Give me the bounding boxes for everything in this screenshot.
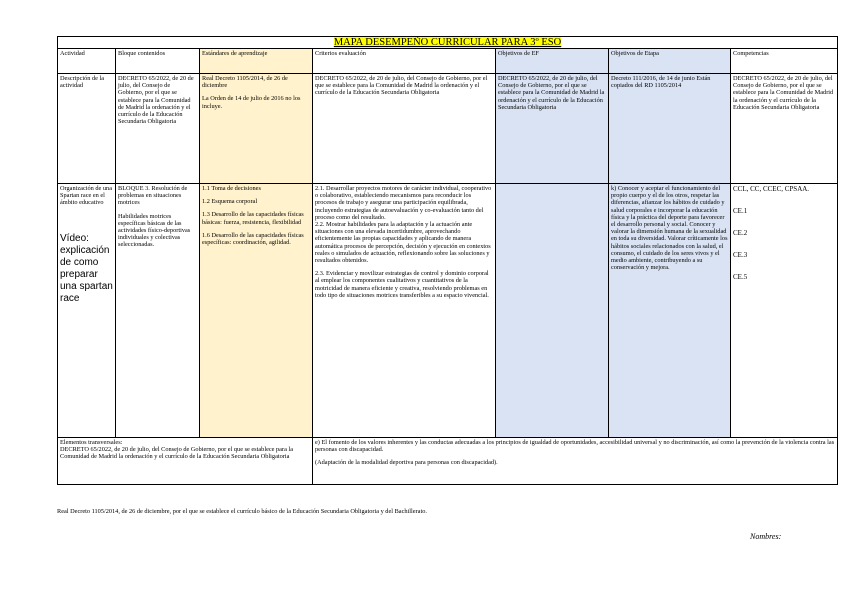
desc-bloque: DECRETO 65/2022, de 20 de julio, del Consejo de Gobierno, por el que se establece para la Comunidad de Madrid la ordenación y el currículo de la Educación Secundaria Obligatoria	[116, 74, 200, 184]
desc-objetivos-etapa: Decreto 111/2016, de 14 de junio Están copiados del RD 1105/2014	[609, 74, 731, 184]
estandar-item: 1.1 Toma de decisiones	[202, 185, 261, 192]
desc-competencias: DECRETO 65/2022, de 20 de julio, del Consejo de Gobierno, por el que se establece para la Comunidad de Madrid la ordenación y el currículo de la Educación Secundaria Obligatoria	[731, 74, 838, 184]
footer-note: Real Decreto 1105/2014, de 26 de diciembre, por el que se establece el currículo básico de la Educación Secundaria Obligatoria y del Bachillerato.	[57, 508, 427, 515]
estandar-item: 1.6 Desarrollo de las capacidades físicas específicas: coordinación, agilidad.	[202, 231, 304, 247]
actividad-video-link[interactable]: Vídeo: explicación de como preparar una spartan race	[60, 232, 113, 304]
estandar-item: 1.3 Desarrollo de las capacidades físicas básicas: fuerza, resistencia, flexibilidad	[202, 211, 304, 226]
header-actividad: Actividad	[58, 49, 116, 74]
header-objetivos-ef: Objetivos de EF	[496, 49, 609, 74]
table-title: MAPA DESEMPEÑO CURRICULAR PARA 3º ESO	[58, 37, 838, 49]
desc-criterios: DECRETO 65/2022, de 20 de julio, del Consejo de Gobierno, por el que se establece para la Comunidad de Madrid la ordenación y el currículo de la Educación Secundaria Obligatoria	[313, 74, 496, 184]
elementos-text: DECRETO 65/2022, de 20 de julio, del Consejo de Gobierno, por el que se establece para la Comunidad de Madrid la ordenación y el currículo de la Educación Secundaria Obligatoria	[60, 446, 293, 461]
adaptacion-text: (Adaptación de la modalidad deportiva para personas con discapacidad).	[315, 459, 498, 467]
elementos-label: Elementos transversales:	[60, 439, 123, 446]
header-estandares: Estándares de aprendizaje	[200, 49, 313, 74]
desc-estandares-2: La Orden de 14 de julio de 2016 no los incluye.	[202, 95, 301, 110]
competencia-item: CCL, CC, CCEC, CPSAA.	[733, 185, 810, 193]
valores-text: e) El fomento de los valores inherentes y las conductas adecuadas a los principios de igualdad de oportunidades, accesibilidad universal y no discriminación, así como la prevención de la violencia contra las personas con discapacidad.	[315, 439, 835, 454]
main-bloque	[116, 184, 200, 438]
header-criterios: Criterios evaluación	[313, 49, 496, 74]
desc-estandares	[200, 74, 313, 184]
competencia-item: CE.1	[733, 207, 748, 215]
desc-estandares-1: Real Decreto 1105/2014, de 26 de diciembre	[202, 75, 288, 90]
header-bloque: Bloque contenidos	[116, 49, 200, 74]
main-objetivos-etapa: k) Conocer y aceptar el funcionamiento del propio cuerpo y el de los otros, respetar las diferencias, afianzar los hábitos de cuidado y salud corporales e incorporar la educación física y la práctica del deporte para favorecer el desarrollo personal y social. Conocer y valorar la dimensión humana de la sexualidad en toda su diversidad. Valorar críticamente los hábitos sociales relacionados con la salud, el consumo, el cuidado de los seres vivos y el medio ambiente, contribuyendo a su conservación y mejora.	[609, 184, 731, 438]
criterio-2-2: 2.2. Mostrar habilidades para la adaptación y la actuación ante situaciones con una elevada incertidumbre, aprovechando eficientemente las propias capacidades y aplicando de manera automática procesos de percepción, decisión y ejecución en contextos reales o simulados de actuación, reflexionando sobre las soluciones y resultados obtenidos.	[315, 221, 491, 265]
desc-objetivos-ef: DECRETO 65/2022, de 20 de julio, del Consejo de Gobierno, por el que se establece para la Comunidad de Madrid la ordenación y el currículo de la Educación Secundaria Obligatoria	[496, 74, 609, 184]
competencia-item: CE.2	[733, 229, 748, 237]
bloque-title: BLOQUE 3. Resolución de problemas en situaciones motrices	[118, 185, 188, 207]
estandar-item: 1.2 Esquema corporal	[202, 198, 258, 206]
desc-actividad: Descripción de la actividad	[58, 74, 116, 184]
main-criterios	[313, 184, 496, 438]
main-competencias	[731, 184, 838, 438]
actividad-label: Organización de una Spartan race en el ámbito educativo	[60, 185, 112, 207]
header-competencias: Competencias	[731, 49, 838, 74]
header-objetivos-etapa: Objetivos de Etapa	[609, 49, 731, 74]
main-estandares	[200, 184, 313, 438]
nombres-label: Nombres:	[750, 532, 782, 541]
bloque-content: Habilidades motrices específicas básicas de las actividades físico-deportivas individuales y colectivas seleccionadas.	[118, 212, 191, 249]
competencia-item: CE.5	[733, 273, 748, 281]
curriculum-map	[57, 36, 837, 485]
criterio-2-3: 2.3. Evidenciar y movilizar estrategias de control y dominio corporal al emplear los componentes cualitativos y cuantitativos de la motricidad de manera eficiente y creativa, resolviendo problemas en todo tipo de situaciones motrices transferibles a su espacio vivencial.	[315, 270, 489, 299]
curriculum-table	[57, 36, 838, 485]
main-objetivos-ef	[496, 184, 609, 438]
main-actividad	[58, 184, 116, 438]
foot-elementos	[58, 438, 313, 485]
foot-valores	[313, 438, 838, 485]
criterio-2-1: 2.1. Desarrollar proyectos motores de carácter individual, cooperativo o colaborativo, estableciendo mecanismos para reconducir los procesos de trabajo y asegurar una participación equilibrada, incluyendo estrategias de autoevaluación y co-evaluación tanto del proceso como del resultado.	[315, 185, 492, 221]
competencia-item: CE.3	[733, 251, 748, 259]
